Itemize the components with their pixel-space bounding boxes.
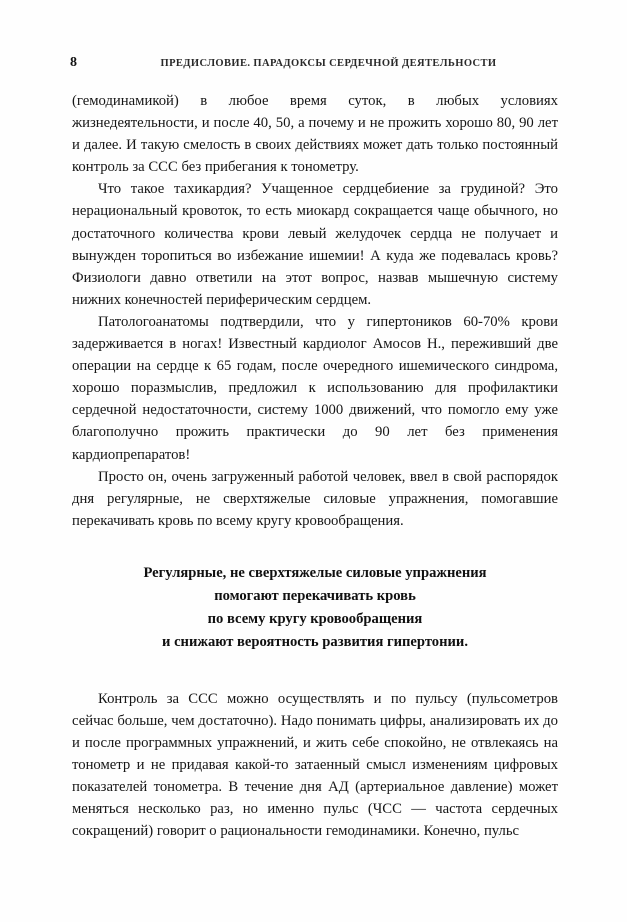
paragraph: Контроль за ССС можно осуществлять и по пульсу (пульсометров сейчас больше, чем достаточно). Надо понимать цифры, анализировать их до и после программных упражнений, и жить себе спокойно, не отвлекаясь на тонометр и не придавая какой-то затаенный смысл изменениям цифровых показателей тонометра. В течение дня АД (артериальное давление) может меняться несколько раз, но именно пульс (ЧСС — частота сердечных сокращений) говорит о рациональности гемодинамики. Конечно, пульс <box>72 690 558 840</box>
page-header <box>70 55 567 75</box>
pull-quote-line: и снижают вероятность развития гипертонии. <box>162 633 468 650</box>
paragraph: Просто он, очень загруженный работой человек, ввел в свой распорядок дня регулярные, не сверхтяжелые силовые упражнения, помогавшие перекачивать кровь по всему кругу кровообращения. <box>72 468 558 529</box>
paragraph: (гемодинамикой) в любое время суток, в любых условиях жизнедеятельности, и после 40, 50, а почему и не прожить хорошо 80, 90 лет и далее. И такую смелость в своих действиях может дать только постоянный контроль за ССС без прибегания к тонометру. <box>72 93 558 176</box>
page-number: 8 <box>70 55 77 70</box>
pull-quote-line: помогают перекачивать кровь <box>214 587 416 604</box>
pull-quote <box>72 562 558 654</box>
pull-quote-line: Регулярные, не сверхтяжелые силовые упражнения <box>143 564 487 581</box>
paragraph: Что такое тахикардия? Учащенное сердцебиение за грудиной? Это нерациональный кровоток, то есть миокард сокращается чаще обычного, но достаточного количества крови левый желудочек сердца не получает и вынужден торопиться во избежание ишемии! А куда же подевалась кровь? Физиологи давно ответили на этот вопрос, назвав мышечную систему нижних конечностей периферическим сердцем. <box>72 181 558 308</box>
pull-quote-line: по всему кругу кровообращения <box>207 610 423 627</box>
paragraph: Патологоанатомы подтвердили, что у гипертоников 60-70% крови задерживается в ногах! Известный кардиолог Амосов Н., переживший две операции на сердце к 65 годам, после очередного ишемического синдрома, хорошо поразмыслив, предложил к использованию для профилактики сердечной недостаточности, систему 1000 движений, что помогло ему уже благополучно прожить практически до 90 лет без применения кардиопрепаратов! <box>72 313 558 463</box>
page-content <box>72 90 558 843</box>
running-head: ПРЕДИСЛОВИЕ. ПАРАДОКСЫ СЕРДЕЧНОЙ ДЕЯТЕЛЬНОСТИ <box>160 58 497 69</box>
